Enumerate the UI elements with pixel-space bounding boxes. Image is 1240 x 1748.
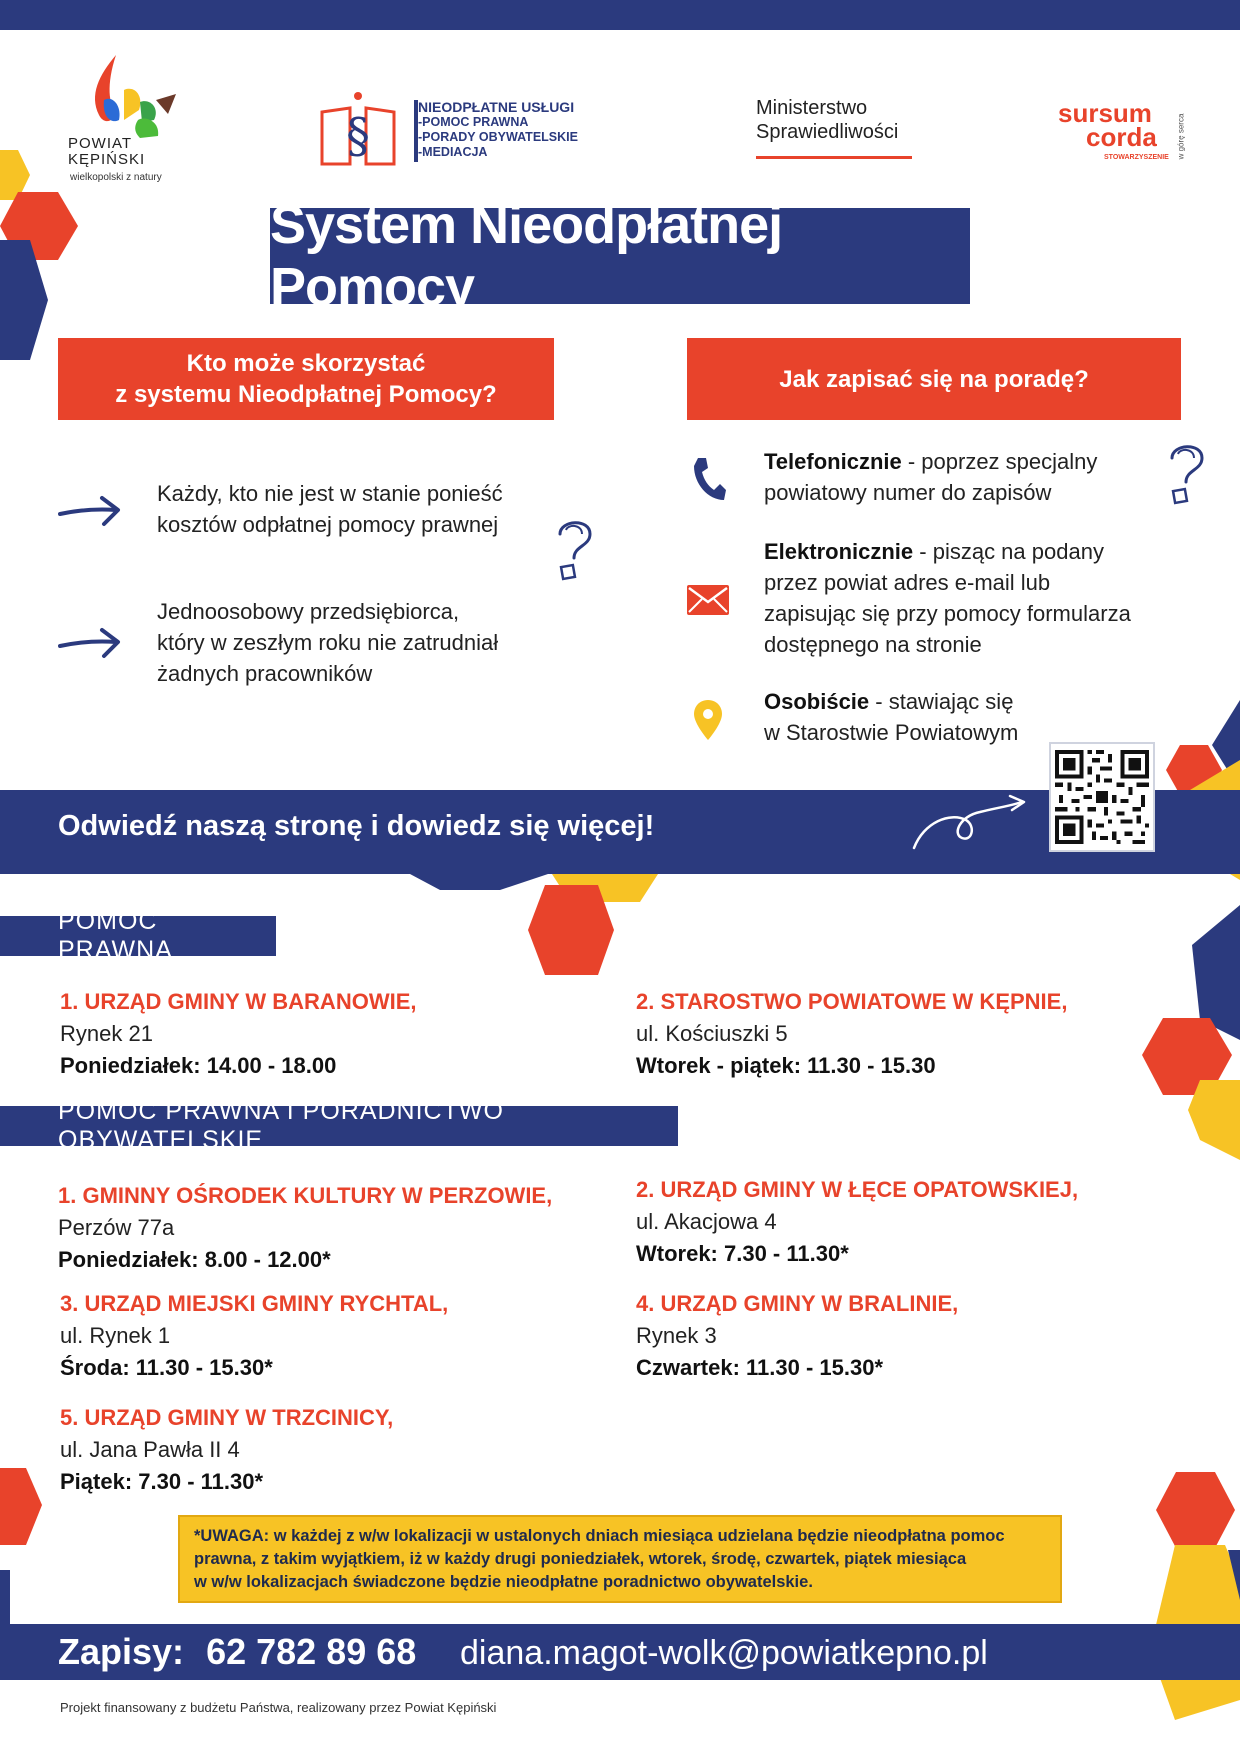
uwaga-note (178, 1515, 1062, 1603)
location-s2-1 (58, 1180, 618, 1276)
signup-header: Jak zapisać się na poradę? (687, 338, 1181, 420)
footer-phone[interactable]: 62 782 89 68 (206, 1631, 417, 1672)
location-address: Rynek 3 (636, 1323, 717, 1348)
location-address: ul. Rynek 1 (60, 1323, 171, 1348)
sursum-side: w górę serca (1176, 113, 1186, 160)
section-sign-book-icon (318, 90, 398, 170)
page-title: System Nieodpłatnej Pomocy (270, 208, 970, 304)
location-s1-1 (60, 986, 600, 1082)
location-pin-icon (692, 698, 724, 742)
location-hours: Poniedziałek: 8.00 - 12.00* (58, 1247, 331, 1272)
question-mark-icon (1164, 440, 1210, 506)
location-s2-5 (60, 1402, 620, 1498)
website-banner-text: Odwiedź naszą stronę i dowiedz się więcej! (58, 810, 655, 842)
method-email-text4: dostępnego na stronie (764, 632, 982, 657)
curly-arrow-icon (910, 792, 1030, 852)
funding-note: Projekt finansowany z budżetu Państwa, realizowany przez Powiat Kępiński (60, 1700, 497, 1715)
footer-signup (58, 1631, 416, 1673)
footer-zapisy-label: Zapisy: (58, 1631, 185, 1672)
method-phone-text1: - poprzez specjalny (901, 449, 1098, 474)
location-address: Rynek 21 (60, 1021, 153, 1046)
location-s2-2 (636, 1174, 1196, 1270)
eligibility-item-2-line3: żadnych pracowników (157, 661, 373, 686)
arrow-right-icon (58, 494, 124, 528)
location-name: 1. URZĄD GMINY W BARANOWIE, (60, 989, 417, 1014)
method-personal-text1: - stawiając się (869, 689, 1014, 714)
eligibility-item-1-line1: Każdy, kto nie jest w stanie ponieść (157, 481, 503, 506)
location-name: 4. URZĄD GMINY W BRALINIE, (636, 1291, 959, 1316)
location-name: 1. GMINNY OŚRODEK KULTURY W PERZOWIE, (58, 1183, 553, 1208)
eligibility-header (58, 338, 554, 420)
location-s1-2 (636, 986, 1176, 1082)
location-s2-3 (60, 1288, 620, 1384)
footer-email[interactable]: diana.magot-wolk@powiatkepno.pl (460, 1634, 988, 1672)
phone-icon (690, 454, 728, 504)
location-address: ul. Kościuszki 5 (636, 1021, 788, 1046)
eligibility-item-1 (157, 478, 503, 540)
ministerstwo-line2: Sprawiedliwości (756, 121, 899, 143)
powiat-logo-tagline: wielkopolski z natury (70, 172, 162, 183)
location-name: 5. URZĄD GMINY W TRZCINICY, (60, 1405, 394, 1430)
location-hours: Środa: 11.30 - 15.30* (60, 1355, 273, 1380)
eligibility-item-2-line1: Jednoosobowy przedsiębiorca, (157, 599, 460, 624)
note-line1: *UWAGA: w każdej z w/w lokalizacji w ustalonych dniach miesiąca udzielana będzie nieodpłatna pomoc (194, 1527, 1005, 1545)
sursum-word1: sursum (1058, 98, 1152, 128)
method-email-text2: przez powiat adres e-mail lub (764, 570, 1051, 595)
powiat-logo-line2: KĘPIŃSKI (68, 151, 146, 168)
powiat-logo-mark-icon (64, 50, 194, 140)
location-address: Perzów 77a (58, 1215, 175, 1240)
location-name: 2. STAROSTWO POWIATOWE W KĘPNIE, (636, 989, 1068, 1014)
location-hours: Piątek: 7.30 - 11.30* (60, 1469, 264, 1494)
location-hours: Wtorek - piątek: 11.30 - 15.30 (636, 1053, 936, 1078)
location-hours: Wtorek: 7.30 - 11.30* (636, 1241, 849, 1266)
method-email-text3: zapisując się przy pomocy formularza (764, 601, 1131, 626)
location-s2-4 (636, 1288, 1196, 1384)
svg-text:§: § (346, 108, 370, 164)
qr-code[interactable] (1049, 742, 1155, 852)
eligibility-header-line1: Kto może skorzystać (186, 350, 426, 377)
method-phone (764, 446, 1097, 508)
nieodplatne-uslugi-logo (318, 90, 608, 170)
ministerstwo-logo (756, 96, 916, 166)
method-email (764, 536, 1131, 660)
sursum-corda-logo (1058, 92, 1188, 182)
eligibility-item-1-line2: kosztów odpłatnej pomocy prawnej (157, 512, 499, 537)
arrow-right-icon (58, 626, 124, 660)
top-bar (0, 0, 1240, 30)
note-line2: prawna, z takim wyjątkiem, iż w każdy drugi poniedziałek, wtorek, środę, czwartek, piątek miesiąca (194, 1550, 967, 1568)
nieodplatne-title: NIEODPŁATNE USŁUGI (418, 99, 575, 115)
location-address: ul. Jana Pawła II 4 (60, 1437, 240, 1462)
ministerstwo-underline (756, 156, 912, 159)
method-email-label: Elektronicznie (764, 539, 914, 564)
section-pomoc-prawna-label: POMOC PRAWNA (0, 916, 276, 956)
method-personal (764, 686, 1018, 748)
question-mark-icon (552, 516, 598, 582)
sursum-sub: STOWARZYSZENIE (1104, 154, 1169, 161)
method-personal-label: Osobiście (764, 689, 870, 714)
location-hours: Poniedziałek: 14.00 - 18.00 (60, 1053, 337, 1078)
location-address: ul. Akacjowa 4 (636, 1209, 777, 1234)
nieodplatne-item-1: -POMOC PRAWNA (418, 115, 529, 129)
sursum-word2: corda (1086, 122, 1157, 152)
method-personal-text2: w Starostwie Powiatowym (764, 720, 1019, 745)
method-phone-text2: powiatowy numer do zapisów (764, 480, 1052, 505)
eligibility-header-line2: z systemu Nieodpłatnej Pomocy? (115, 381, 497, 408)
method-phone-label: Telefonicznie (764, 449, 902, 474)
method-email-text1: - pisząc na podany (913, 539, 1104, 564)
qr-code-icon (1051, 744, 1153, 850)
envelope-icon (686, 584, 730, 616)
powiat-kepinski-logo (64, 50, 194, 190)
nieodplatne-item-3: -MEDIACJA (418, 145, 488, 159)
section-poradnictwo-label: POMOC PRAWNA I PORADNICTWO OBYWATELSKIE (0, 1106, 678, 1146)
location-name: 2. URZĄD GMINY W ŁĘCE OPATOWSKIEJ, (636, 1177, 1079, 1202)
ministerstwo-line1: Ministerstwo (756, 97, 868, 119)
location-name: 3. URZĄD MIEJSKI GMINY RYCHTAL, (60, 1291, 449, 1316)
note-line3: w w/w lokalizacjach świadczone będzie nieodpłatne poradnictwo obywatelskie. (194, 1573, 813, 1591)
nieodplatne-item-2: -PORADY OBYWATELSKIE (418, 130, 578, 144)
eligibility-item-2 (157, 596, 498, 689)
location-hours: Czwartek: 11.30 - 15.30* (636, 1355, 884, 1380)
powiat-logo-line1: POWIAT (68, 135, 133, 152)
eligibility-item-2-line2: który w zeszłym roku nie zatrudniał (157, 630, 499, 655)
